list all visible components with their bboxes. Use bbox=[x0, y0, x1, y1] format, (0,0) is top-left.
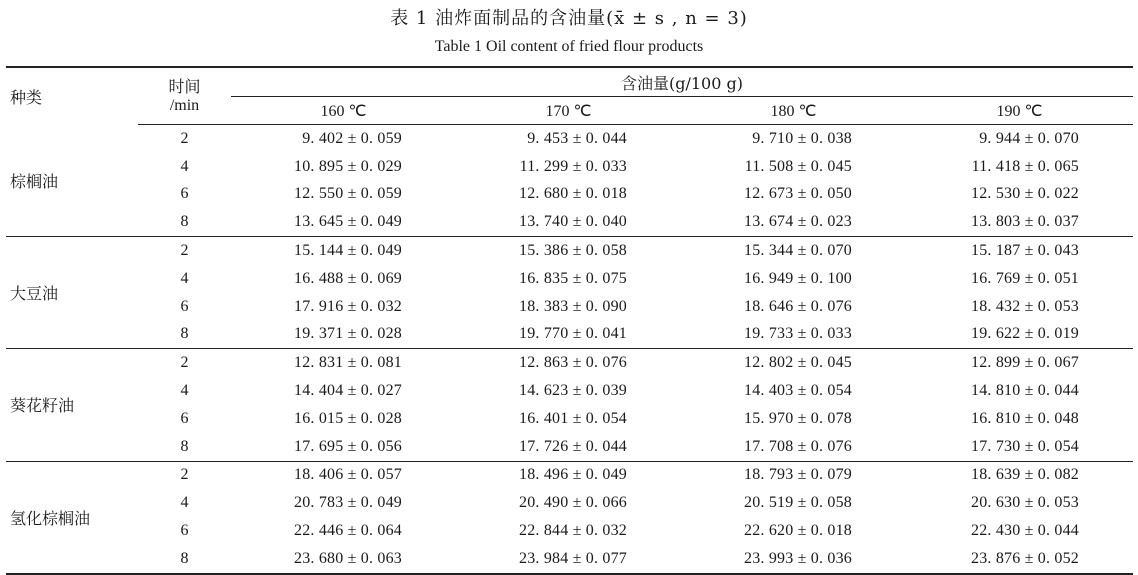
table-caption-english: Table 1 Oil content of fried flour products bbox=[434, 38, 704, 55]
value-cell: 13. 645 ± 0. 049 bbox=[294, 213, 402, 231]
value-cell: 18. 639 ± 0. 082 bbox=[906, 461, 1133, 489]
value-cell: 20. 783 ± 0. 049 bbox=[294, 494, 402, 512]
header-temp-160: 160 ℃ bbox=[231, 97, 456, 125]
value-cell: 12. 550 ± 0. 059 bbox=[294, 185, 402, 203]
time-cell: 2 bbox=[180, 129, 189, 147]
value-cell: 17. 730 ± 0. 054 bbox=[971, 437, 1079, 455]
value-cell: 22. 430 ± 0. 044 bbox=[971, 522, 1079, 540]
value-cell: 14. 810 ± 0. 044 bbox=[971, 382, 1079, 400]
value-cell: 17. 695 ± 0. 056 bbox=[294, 437, 402, 455]
time-cell: 4 bbox=[180, 157, 189, 175]
value-cell: 16. 949 ± 0. 100 bbox=[744, 269, 852, 287]
table-row bbox=[6, 181, 1133, 209]
value-cell: 12. 673 ± 0. 050 bbox=[744, 185, 852, 203]
value-cell: 18. 496 ± 0. 049 bbox=[456, 461, 681, 489]
value-cell: 20. 630 ± 0. 053 bbox=[971, 494, 1079, 512]
group-label: 棕榈油 bbox=[10, 171, 59, 191]
value-cell: 9. 453 ± 0. 044 bbox=[527, 129, 627, 147]
value-cell: 10. 895 ± 0. 029 bbox=[294, 157, 402, 175]
value-cell: 18. 406 ± 0. 057 bbox=[231, 461, 456, 489]
value-cell: 11. 418 ± 0. 065 bbox=[971, 157, 1079, 175]
time-cell: 8 bbox=[180, 549, 189, 567]
table-row bbox=[6, 461, 1133, 489]
value-cell: 20. 490 ± 0. 066 bbox=[519, 494, 627, 512]
time-cell: 4 bbox=[180, 494, 189, 512]
value-cell: 12. 680 ± 0. 018 bbox=[519, 185, 627, 203]
value-cell: 18. 432 ± 0. 053 bbox=[971, 297, 1079, 315]
value-cell: 14. 623 ± 0. 039 bbox=[519, 382, 627, 400]
table-caption-chinese: 表 1 油炸面制品的含油量(x̄ ± s , n = 3) bbox=[390, 8, 748, 29]
value-cell: 15. 970 ± 0. 078 bbox=[744, 409, 852, 427]
value-cell: 16. 835 ± 0. 075 bbox=[519, 269, 627, 287]
time-cell: 8 bbox=[180, 213, 189, 231]
value-cell: 17. 708 ± 0. 076 bbox=[744, 437, 852, 455]
table-row bbox=[6, 293, 1133, 321]
value-cell: 18. 646 ± 0. 076 bbox=[744, 297, 852, 315]
value-cell: 15. 386 ± 0. 058 bbox=[456, 237, 681, 265]
value-cell: 23. 984 ± 0. 077 bbox=[519, 549, 627, 567]
value-cell: 23. 680 ± 0. 063 bbox=[294, 549, 402, 567]
header-time: 时间 bbox=[168, 76, 201, 96]
header-oil-content: 含油量(g/100 g) bbox=[231, 67, 1133, 97]
oil-content-table bbox=[6, 66, 1133, 575]
value-cell: 9. 402 ± 0. 059 bbox=[302, 129, 402, 147]
value-cell: 19. 733 ± 0. 033 bbox=[744, 325, 852, 343]
value-cell: 23. 993 ± 0. 036 bbox=[744, 549, 852, 567]
time-cell: 4 bbox=[180, 269, 189, 287]
value-cell: 19. 770 ± 0. 041 bbox=[519, 325, 627, 343]
table-row bbox=[6, 517, 1133, 545]
table-row bbox=[6, 208, 1133, 236]
value-cell: 22. 620 ± 0. 018 bbox=[744, 522, 852, 540]
table-row bbox=[6, 405, 1133, 433]
table-row bbox=[6, 321, 1133, 349]
group-soybean-oil bbox=[6, 237, 1133, 349]
group-hydrogenated-palm-oil bbox=[6, 461, 1133, 574]
value-cell: 15. 187 ± 0. 043 bbox=[906, 237, 1133, 265]
value-cell: 16. 488 ± 0. 069 bbox=[294, 269, 402, 287]
value-cell: 12. 802 ± 0. 045 bbox=[681, 349, 906, 377]
value-cell: 16. 015 ± 0. 028 bbox=[294, 409, 402, 427]
time-cell: 6 bbox=[180, 297, 189, 315]
value-cell: 11. 299 ± 0. 033 bbox=[519, 157, 627, 175]
value-cell: 11. 508 ± 0. 045 bbox=[744, 157, 852, 175]
group-label: 大豆油 bbox=[6, 237, 138, 349]
value-cell: 17. 726 ± 0. 044 bbox=[519, 437, 627, 455]
table-row bbox=[6, 349, 1133, 377]
value-cell: 18. 793 ± 0. 079 bbox=[681, 461, 906, 489]
time-cell: 2 bbox=[138, 237, 231, 265]
time-cell: 6 bbox=[180, 522, 189, 540]
value-cell: 13. 803 ± 0. 037 bbox=[971, 213, 1079, 231]
table-row bbox=[6, 377, 1133, 405]
value-cell: 19. 622 ± 0. 019 bbox=[971, 325, 1079, 343]
value-cell: 16. 769 ± 0. 051 bbox=[971, 269, 1079, 287]
value-cell: 16. 401 ± 0. 054 bbox=[519, 409, 627, 427]
value-cell: 14. 403 ± 0. 054 bbox=[744, 382, 852, 400]
value-cell: 16. 810 ± 0. 048 bbox=[971, 409, 1079, 427]
value-cell: 17. 916 ± 0. 032 bbox=[294, 297, 402, 315]
table-row bbox=[6, 265, 1133, 293]
table-row bbox=[6, 153, 1133, 181]
header-time-unit: /min bbox=[138, 97, 231, 125]
time-cell: 4 bbox=[180, 382, 189, 400]
value-cell: 13. 740 ± 0. 040 bbox=[519, 213, 627, 231]
time-cell: 8 bbox=[180, 325, 189, 343]
table-row bbox=[6, 545, 1133, 574]
table-row bbox=[6, 489, 1133, 517]
value-cell: 22. 844 ± 0. 032 bbox=[519, 522, 627, 540]
table-header bbox=[6, 67, 1133, 125]
value-cell: 20. 519 ± 0. 058 bbox=[744, 494, 852, 512]
table-row bbox=[6, 433, 1133, 461]
time-cell: 6 bbox=[180, 185, 189, 203]
table-row bbox=[6, 237, 1133, 265]
header-type: 种类 bbox=[10, 87, 43, 107]
header-temp-180: 180 ℃ bbox=[681, 97, 906, 125]
value-cell: 12. 899 ± 0. 067 bbox=[906, 349, 1133, 377]
group-label: 氢化棕榈油 bbox=[6, 461, 138, 574]
group-palm-oil bbox=[6, 125, 1133, 237]
table-row bbox=[6, 125, 1133, 153]
value-cell: 23. 876 ± 0. 052 bbox=[971, 549, 1079, 567]
value-cell: 9. 944 ± 0. 070 bbox=[979, 129, 1079, 147]
value-cell: 14. 404 ± 0. 027 bbox=[294, 382, 402, 400]
value-cell: 18. 383 ± 0. 090 bbox=[519, 297, 627, 315]
value-cell: 12. 831 ± 0. 081 bbox=[231, 349, 456, 377]
group-label: 葵花籽油 bbox=[6, 349, 138, 461]
header-temp-170: 170 ℃ bbox=[456, 97, 681, 125]
time-cell: 8 bbox=[180, 437, 189, 455]
header-temp-190: 190 ℃ bbox=[906, 97, 1133, 125]
value-cell: 15. 344 ± 0. 070 bbox=[681, 237, 906, 265]
time-cell: 6 bbox=[180, 409, 189, 427]
time-cell: 2 bbox=[138, 349, 231, 377]
value-cell: 13. 674 ± 0. 023 bbox=[744, 213, 852, 231]
value-cell: 9. 710 ± 0. 038 bbox=[752, 129, 852, 147]
time-cell: 2 bbox=[138, 461, 231, 489]
value-cell: 12. 863 ± 0. 076 bbox=[456, 349, 681, 377]
group-sunflower-oil bbox=[6, 349, 1133, 461]
value-cell: 22. 446 ± 0. 064 bbox=[294, 522, 402, 540]
value-cell: 19. 371 ± 0. 028 bbox=[294, 325, 402, 343]
value-cell: 12. 530 ± 0. 022 bbox=[971, 185, 1079, 203]
value-cell: 15. 144 ± 0. 049 bbox=[231, 237, 456, 265]
